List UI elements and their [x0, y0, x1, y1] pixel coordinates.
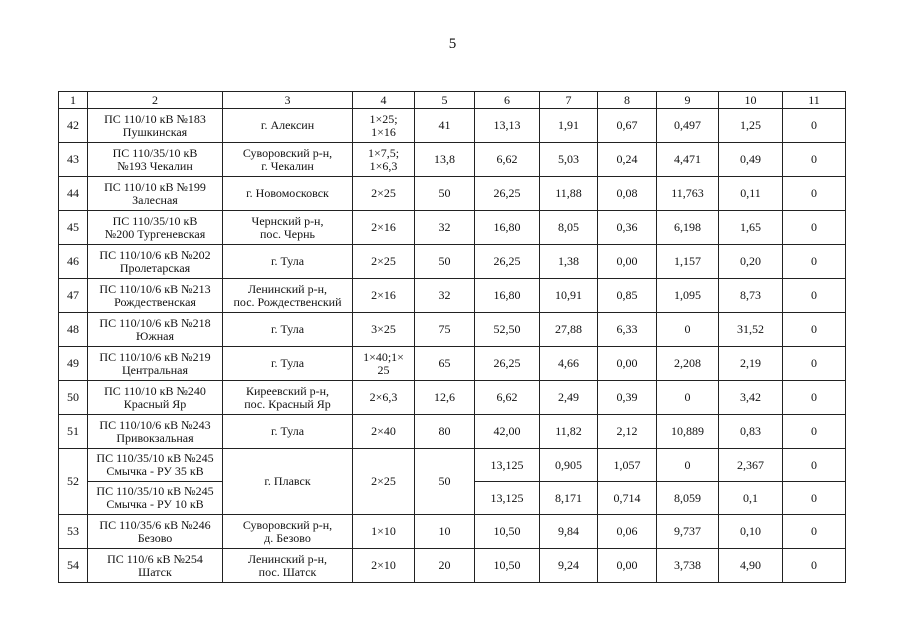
- table-cell: Ленинский р-н, пос. Рождественский: [223, 279, 353, 313]
- column-header: 2: [88, 92, 223, 109]
- table-row: [59, 177, 846, 211]
- table-cell: 2×25: [353, 177, 415, 211]
- table-cell: 10,50: [475, 515, 540, 549]
- table-cell: 0: [783, 177, 846, 211]
- table-cell: 8,73: [719, 279, 783, 313]
- table-cell: 4,66: [540, 347, 598, 381]
- table-cell: 1×10: [353, 515, 415, 549]
- table-cell: 47: [59, 279, 88, 313]
- table-cell: 0: [783, 482, 846, 515]
- table-cell: 0,905: [540, 449, 598, 482]
- table-cell: г. Новомосковск: [223, 177, 353, 211]
- table-row: [59, 415, 846, 449]
- table-cell: 2,49: [540, 381, 598, 415]
- table-cell: 50: [415, 245, 475, 279]
- table-cell: ПС 110/10 кВ №240 Красный Яр: [88, 381, 223, 415]
- table-cell: 31,52: [719, 313, 783, 347]
- table-cell: 2,208: [657, 347, 719, 381]
- table-cell: 8,05: [540, 211, 598, 245]
- table-cell: 26,25: [475, 177, 540, 211]
- header-row: [59, 92, 846, 109]
- table-cell: 1,65: [719, 211, 783, 245]
- table-cell: 45: [59, 211, 88, 245]
- table-cell: 10,889: [657, 415, 719, 449]
- table-cell: г. Алексин: [223, 109, 353, 143]
- table-row: [59, 515, 846, 549]
- table-cell: 0: [783, 109, 846, 143]
- table-cell: 0: [783, 313, 846, 347]
- table-cell: ПС 110/10 кВ №199 Залесная: [88, 177, 223, 211]
- table-cell: 0: [657, 449, 719, 482]
- table-cell: 42,00: [475, 415, 540, 449]
- table-cell: 52,50: [475, 313, 540, 347]
- table-cell: 2×25: [353, 449, 415, 515]
- table-cell: 0,67: [598, 109, 657, 143]
- table-cell: 44: [59, 177, 88, 211]
- column-header: 6: [475, 92, 540, 109]
- table-cell: 0: [783, 211, 846, 245]
- table-cell: Киреевский р-н, пос. Красный Яр: [223, 381, 353, 415]
- table-cell: 26,25: [475, 245, 540, 279]
- table-cell: 0,83: [719, 415, 783, 449]
- table-cell: 0: [783, 143, 846, 177]
- table-cell: г. Тула: [223, 347, 353, 381]
- table-cell: 50: [415, 449, 475, 515]
- table-cell: 2,12: [598, 415, 657, 449]
- table-cell: 0,24: [598, 143, 657, 177]
- table-cell: 48: [59, 313, 88, 347]
- table-cell: 8,171: [540, 482, 598, 515]
- table-row: [59, 347, 846, 381]
- table-row: [59, 143, 846, 177]
- table-cell: 41: [415, 109, 475, 143]
- table-cell: 4,90: [719, 549, 783, 583]
- table-row: [59, 109, 846, 143]
- table-cell: 49: [59, 347, 88, 381]
- table-cell: 0,20: [719, 245, 783, 279]
- table-cell: ПС 110/35/10 кВ №245 Смычка - РУ 10 кВ: [88, 482, 223, 515]
- table-cell: 1,38: [540, 245, 598, 279]
- table-cell: 6,33: [598, 313, 657, 347]
- table-cell: 6,62: [475, 381, 540, 415]
- table-cell: 3,42: [719, 381, 783, 415]
- table-cell: 1×25; 1×16: [353, 109, 415, 143]
- table-cell: 65: [415, 347, 475, 381]
- column-header: 10: [719, 92, 783, 109]
- table-cell: 0: [783, 347, 846, 381]
- table-cell: 16,80: [475, 211, 540, 245]
- table-cell: ПС 110/35/10 кВ №200 Тургеневская: [88, 211, 223, 245]
- table-row: [59, 313, 846, 347]
- column-header: 1: [59, 92, 88, 109]
- column-header: 4: [353, 92, 415, 109]
- table-cell: 13,125: [475, 482, 540, 515]
- substation-table: [58, 91, 846, 583]
- table-row: [59, 449, 846, 482]
- table-cell: 3×25: [353, 313, 415, 347]
- table-cell: 8,059: [657, 482, 719, 515]
- table-cell: Чернский р-н, пос. Чернь: [223, 211, 353, 245]
- table-row: [59, 279, 846, 313]
- table-cell: г. Тула: [223, 313, 353, 347]
- column-header: 7: [540, 92, 598, 109]
- table-cell: 1,157: [657, 245, 719, 279]
- table-cell: 1,25: [719, 109, 783, 143]
- table-cell: г. Плавск: [223, 449, 353, 515]
- table-cell: 13,8: [415, 143, 475, 177]
- table-cell: 0,11: [719, 177, 783, 211]
- table-cell: 0,39: [598, 381, 657, 415]
- table-cell: 32: [415, 279, 475, 313]
- table-cell: 0,10: [719, 515, 783, 549]
- table-cell: 26,25: [475, 347, 540, 381]
- table-cell: 1×7,5; 1×6,3: [353, 143, 415, 177]
- table-cell: 0: [657, 313, 719, 347]
- table-cell: 5,03: [540, 143, 598, 177]
- table-cell: 13,13: [475, 109, 540, 143]
- table-cell: 32: [415, 211, 475, 245]
- table-cell: 0,85: [598, 279, 657, 313]
- table-cell: 9,24: [540, 549, 598, 583]
- table-cell: 0,1: [719, 482, 783, 515]
- table-body: [59, 109, 846, 583]
- table-cell: г. Тула: [223, 245, 353, 279]
- table-cell: 50: [59, 381, 88, 415]
- table-cell: 0,08: [598, 177, 657, 211]
- table-row: [59, 549, 846, 583]
- table-cell: 0,36: [598, 211, 657, 245]
- table-cell: 0,00: [598, 245, 657, 279]
- table-cell: 1,095: [657, 279, 719, 313]
- table-cell: 50: [415, 177, 475, 211]
- table-cell: ПС 110/10/6 кВ №243 Привокзальная: [88, 415, 223, 449]
- table-cell: 53: [59, 515, 88, 549]
- column-header: 5: [415, 92, 475, 109]
- table-cell: ПС 110/35/10 кВ №193 Чекалин: [88, 143, 223, 177]
- table-cell: г. Тула: [223, 415, 353, 449]
- table-cell: 12,6: [415, 381, 475, 415]
- table-cell: 11,88: [540, 177, 598, 211]
- table-header: [59, 92, 846, 109]
- table-cell: 10,50: [475, 549, 540, 583]
- table-cell: 80: [415, 415, 475, 449]
- table-cell: 0: [783, 549, 846, 583]
- table-cell: 1,91: [540, 109, 598, 143]
- column-header: 3: [223, 92, 353, 109]
- table-cell: 42: [59, 109, 88, 143]
- table-cell: Суворовский р-н, д. Безово: [223, 515, 353, 549]
- table-cell: Суворовский р-н, г. Чекалин: [223, 143, 353, 177]
- table-cell: 54: [59, 549, 88, 583]
- table-cell: 0,497: [657, 109, 719, 143]
- table-cell: ПС 110/10/6 кВ №218 Южная: [88, 313, 223, 347]
- table-cell: 2×40: [353, 415, 415, 449]
- table-cell: Ленинский р-н, пос. Шатск: [223, 549, 353, 583]
- table-cell: ПС 110/35/6 кВ №246 Безово: [88, 515, 223, 549]
- table-cell: 2,19: [719, 347, 783, 381]
- table-cell: 20: [415, 549, 475, 583]
- table-cell: 52: [59, 449, 88, 515]
- table-cell: 2×6,3: [353, 381, 415, 415]
- table-cell: 46: [59, 245, 88, 279]
- table-cell: 3,738: [657, 549, 719, 583]
- table-cell: 0: [783, 515, 846, 549]
- table-cell: 51: [59, 415, 88, 449]
- table-cell: ПС 110/10/6 кВ №202 Пролетарская: [88, 245, 223, 279]
- table-cell: ПС 110/35/10 кВ №245 Смычка - РУ 35 кВ: [88, 449, 223, 482]
- table-cell: 10,91: [540, 279, 598, 313]
- table-cell: ПС 110/6 кВ №254 Шатск: [88, 549, 223, 583]
- table-cell: 0,00: [598, 347, 657, 381]
- table-cell: 6,62: [475, 143, 540, 177]
- table-cell: 0,00: [598, 549, 657, 583]
- table-cell: 2,367: [719, 449, 783, 482]
- table-cell: 0: [783, 245, 846, 279]
- table-cell: 16,80: [475, 279, 540, 313]
- table-cell: 2×25: [353, 245, 415, 279]
- table-cell: 0: [657, 381, 719, 415]
- table-row: [59, 211, 846, 245]
- table-cell: 9,84: [540, 515, 598, 549]
- table-row: [59, 245, 846, 279]
- table-cell: 0,49: [719, 143, 783, 177]
- table-cell: 43: [59, 143, 88, 177]
- table-cell: 0: [783, 449, 846, 482]
- table-cell: 11,82: [540, 415, 598, 449]
- table-cell: 0: [783, 381, 846, 415]
- table-cell: 75: [415, 313, 475, 347]
- table-cell: 0: [783, 279, 846, 313]
- table-cell: ПС 110/10/6 кВ №213 Рождественская: [88, 279, 223, 313]
- table-cell: 13,125: [475, 449, 540, 482]
- column-header: 8: [598, 92, 657, 109]
- table-cell: 2×16: [353, 279, 415, 313]
- table-cell: 9,737: [657, 515, 719, 549]
- table-cell: 0,06: [598, 515, 657, 549]
- table-cell: ПС 110/10/6 кВ №219 Центральная: [88, 347, 223, 381]
- column-header: 11: [783, 92, 846, 109]
- table-cell: 6,198: [657, 211, 719, 245]
- table-cell: 4,471: [657, 143, 719, 177]
- table-row: [59, 381, 846, 415]
- table-cell: 0,714: [598, 482, 657, 515]
- table-cell: 2×10: [353, 549, 415, 583]
- page-number: 5: [448, 36, 457, 52]
- table-cell: 11,763: [657, 177, 719, 211]
- column-header: 9: [657, 92, 719, 109]
- table-cell: 1,057: [598, 449, 657, 482]
- table-cell: ПС 110/10 кВ №183 Пушкинская: [88, 109, 223, 143]
- table-cell: 27,88: [540, 313, 598, 347]
- table-cell: 0: [783, 415, 846, 449]
- table-cell: 10: [415, 515, 475, 549]
- table-cell: 2×16: [353, 211, 415, 245]
- table-cell: 1×40;1× 25: [353, 347, 415, 381]
